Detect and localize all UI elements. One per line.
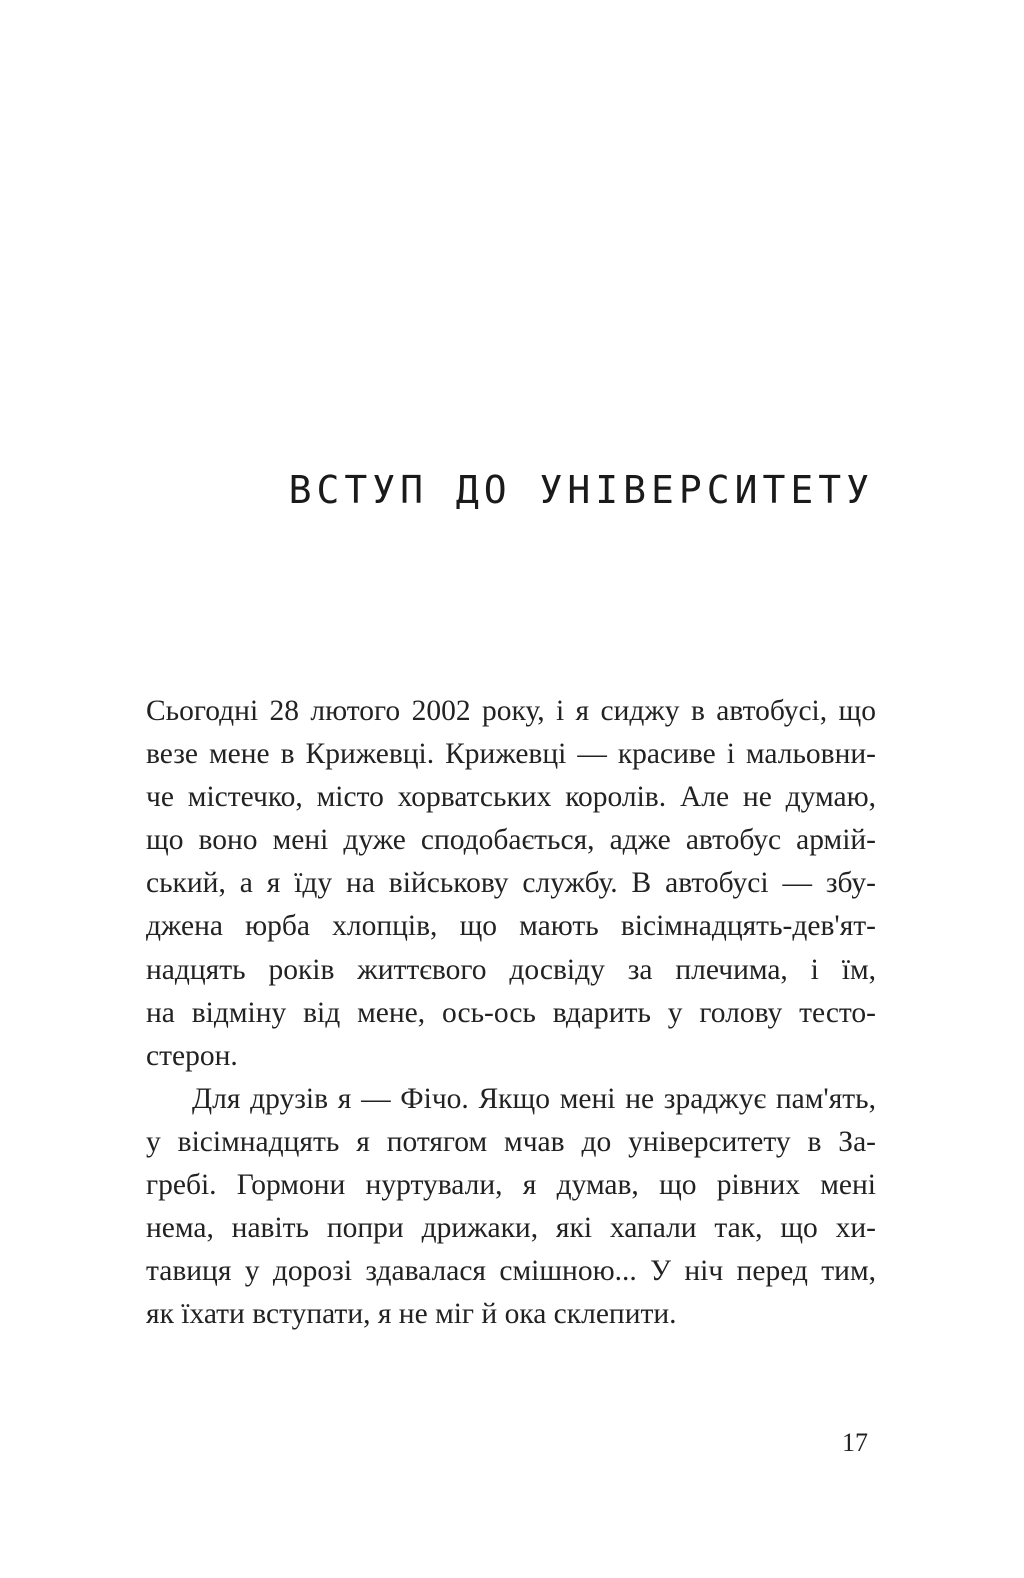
text-line: Для друзів я — Фічо. Якщо мені не зраджує пам'ять, [192, 1082, 876, 1115]
text-line: ський, а я їду на військову службу. В автобусі — збу- [146, 867, 876, 900]
text-line: Сьогодні 28 лютого 2002 року, і я сиджу в автобусі, що [146, 695, 876, 727]
text-line: як їхати вступати, я не міг й ока склепити. [146, 1298, 677, 1331]
page-number: 17 [842, 1428, 868, 1457]
text-line: гребі. Гормони нуртували, я думав, що рівних мені [146, 1169, 876, 1202]
text-line: тавиця у дорозі здавалася смішною... У ніч перед тим, [146, 1255, 876, 1288]
text-line: джена юрба хлопців, що мають вісімнадцять-дев'ят- [146, 910, 876, 943]
text-line: що воно мені дуже сподобається, адже автобус армій- [146, 824, 876, 857]
text-line: у вісімнадцять я потягом мчав до університету в За- [146, 1125, 876, 1158]
text-line: стерон. [146, 1039, 238, 1072]
text-line: че містечко, місто хорватських королів. Але не думаю, [146, 781, 876, 814]
text-line: везе мене в Крижевці. Крижевці — красиве і мальовни- [146, 738, 876, 771]
chapter-title: ВСТУП ДО УНІВЕРСИТЕТУ [288, 468, 874, 512]
body-text [146, 690, 876, 1336]
paragraph-2 [146, 1078, 876, 1337]
text-line: надцять років життєвого досвіду за плечима, і їм, [146, 953, 876, 986]
text-line: нема, навіть попри дрижаки, які хапали так, що хи- [146, 1212, 876, 1245]
text-line: на відміну від мене, ось-ось вдарить у голову тесто- [146, 996, 876, 1029]
paragraph-1 [146, 690, 876, 1078]
